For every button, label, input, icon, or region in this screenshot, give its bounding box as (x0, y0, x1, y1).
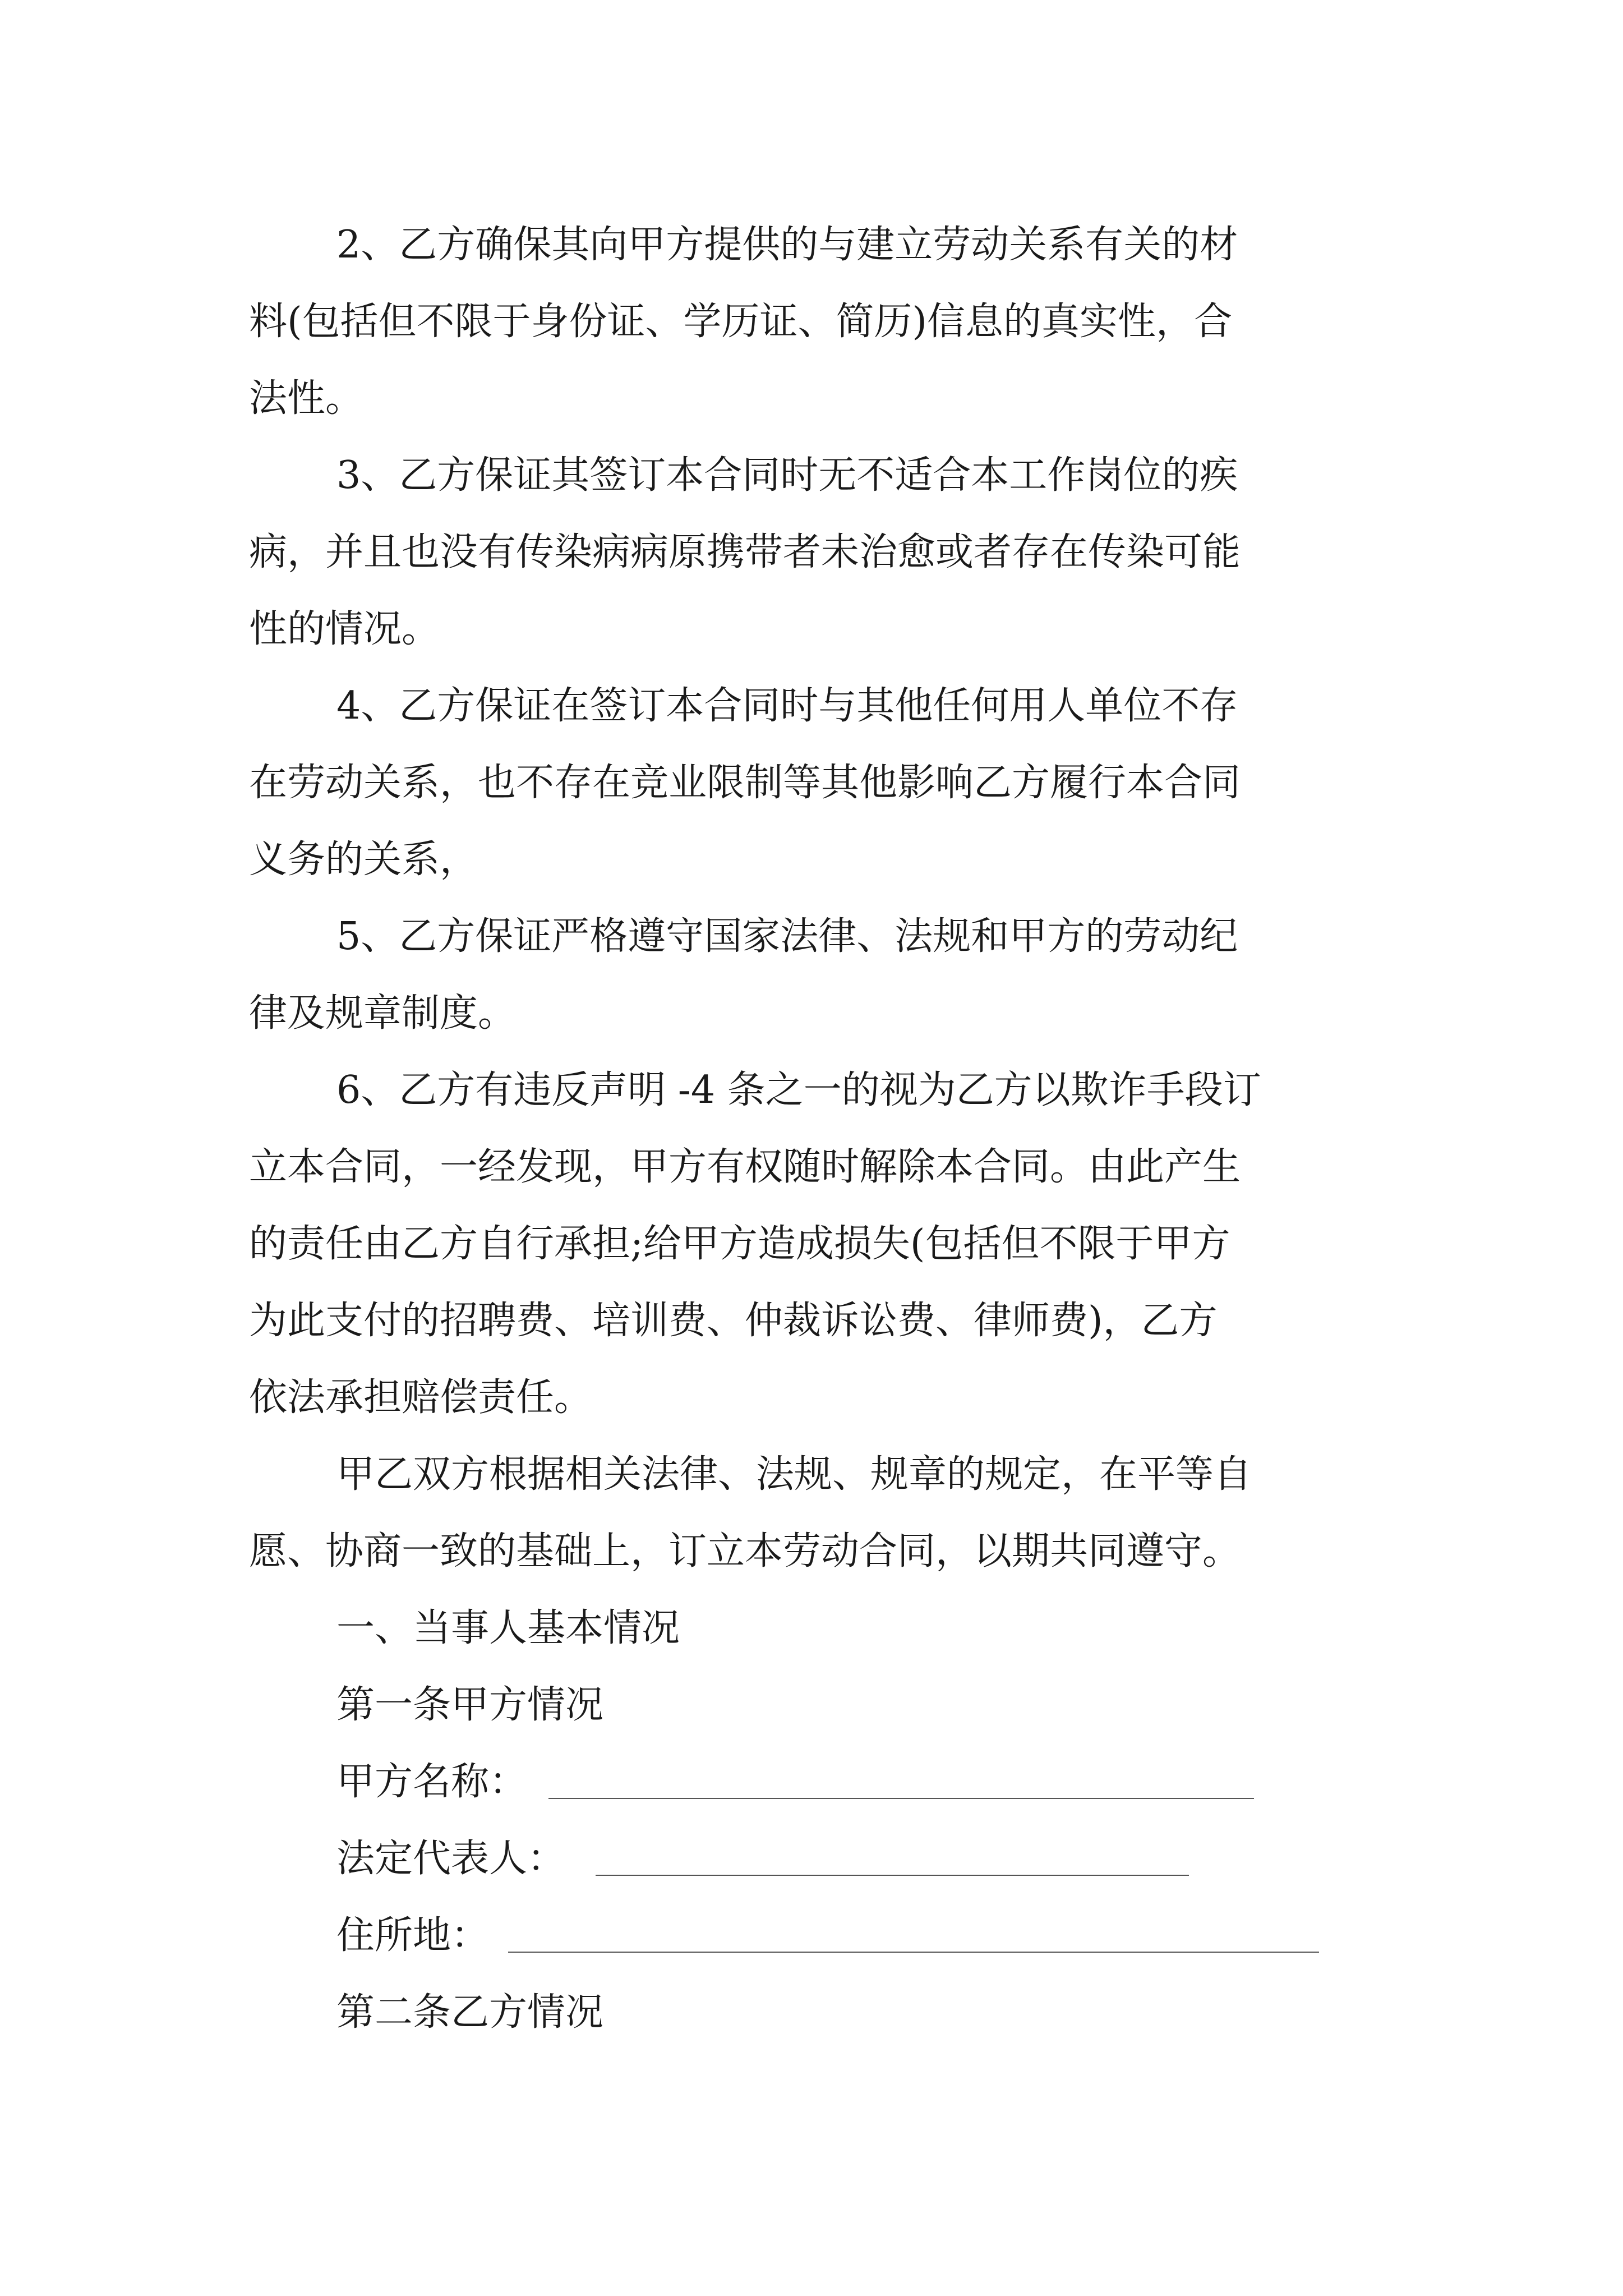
fill-in-blank[interactable] (548, 1798, 1254, 1799)
field-label: 甲方名称： (336, 1760, 528, 1804)
text-line: 病，并且也没有传染病病原携带者未治愈或者存在传染可能 (249, 530, 1241, 574)
text-line: 立本合同，一经发现，甲方有权随时解除本合同。由此产生 (249, 1145, 1241, 1189)
text-line: 4、乙方保证在签订本合同时与其他任何用人单位不存 (336, 684, 1238, 728)
text-line: 依法承担赔偿责任。 (249, 1375, 593, 1420)
fill-in-blank[interactable] (596, 1875, 1189, 1876)
section-heading: 一、当事人基本情况 (336, 1606, 680, 1650)
article-heading: 第一条甲方情况 (336, 1683, 604, 1727)
field-label: 住所地： (336, 1913, 490, 1958)
text-line: 2、乙方确保其向甲方提供的与建立劳动关系有关的材 (336, 223, 1238, 267)
text-line: 愿、协商一致的基础上，订立本劳动合同，以期共同遵守。 (249, 1529, 1241, 1573)
text-line: 性的情况。 (249, 607, 440, 651)
text-line: 义务的关系， (249, 838, 478, 882)
text-line: 的责任由乙方自行承担;给甲方造成损失(包括但不限于甲方 (249, 1222, 1230, 1266)
text-line: 法性。 (249, 376, 364, 421)
text-line: 3、乙方保证其签订本合同时无不适合本工作岗位的疾 (336, 453, 1238, 498)
text-line: 律及规章制度。 (249, 991, 517, 1036)
fill-in-blank[interactable] (508, 1952, 1319, 1953)
text-line: 6、乙方有违反声明 -4 条之一的视为乙方以欺诈手段订 (336, 1068, 1261, 1112)
text-line: 在劳动关系，也不存在竞业限制等其他影响乙方履行本合同 (249, 761, 1241, 805)
text-line: 5、乙方保证严格遵守国家法律、法规和甲方的劳动纪 (336, 914, 1238, 959)
article-heading: 第二条乙方情况 (336, 1990, 604, 2035)
text-line: 料(包括但不限于身份证、学历证、简历)信息的真实性，合 (249, 300, 1233, 344)
text-line: 为此支付的招聘费、培训费、仲裁诉讼费、律师费)，乙方 (249, 1299, 1218, 1343)
field-label: 法定代表人： (336, 1837, 566, 1881)
text-line: 甲乙双方根据相关法律、法规、规章的规定，在平等自 (336, 1452, 1252, 1497)
